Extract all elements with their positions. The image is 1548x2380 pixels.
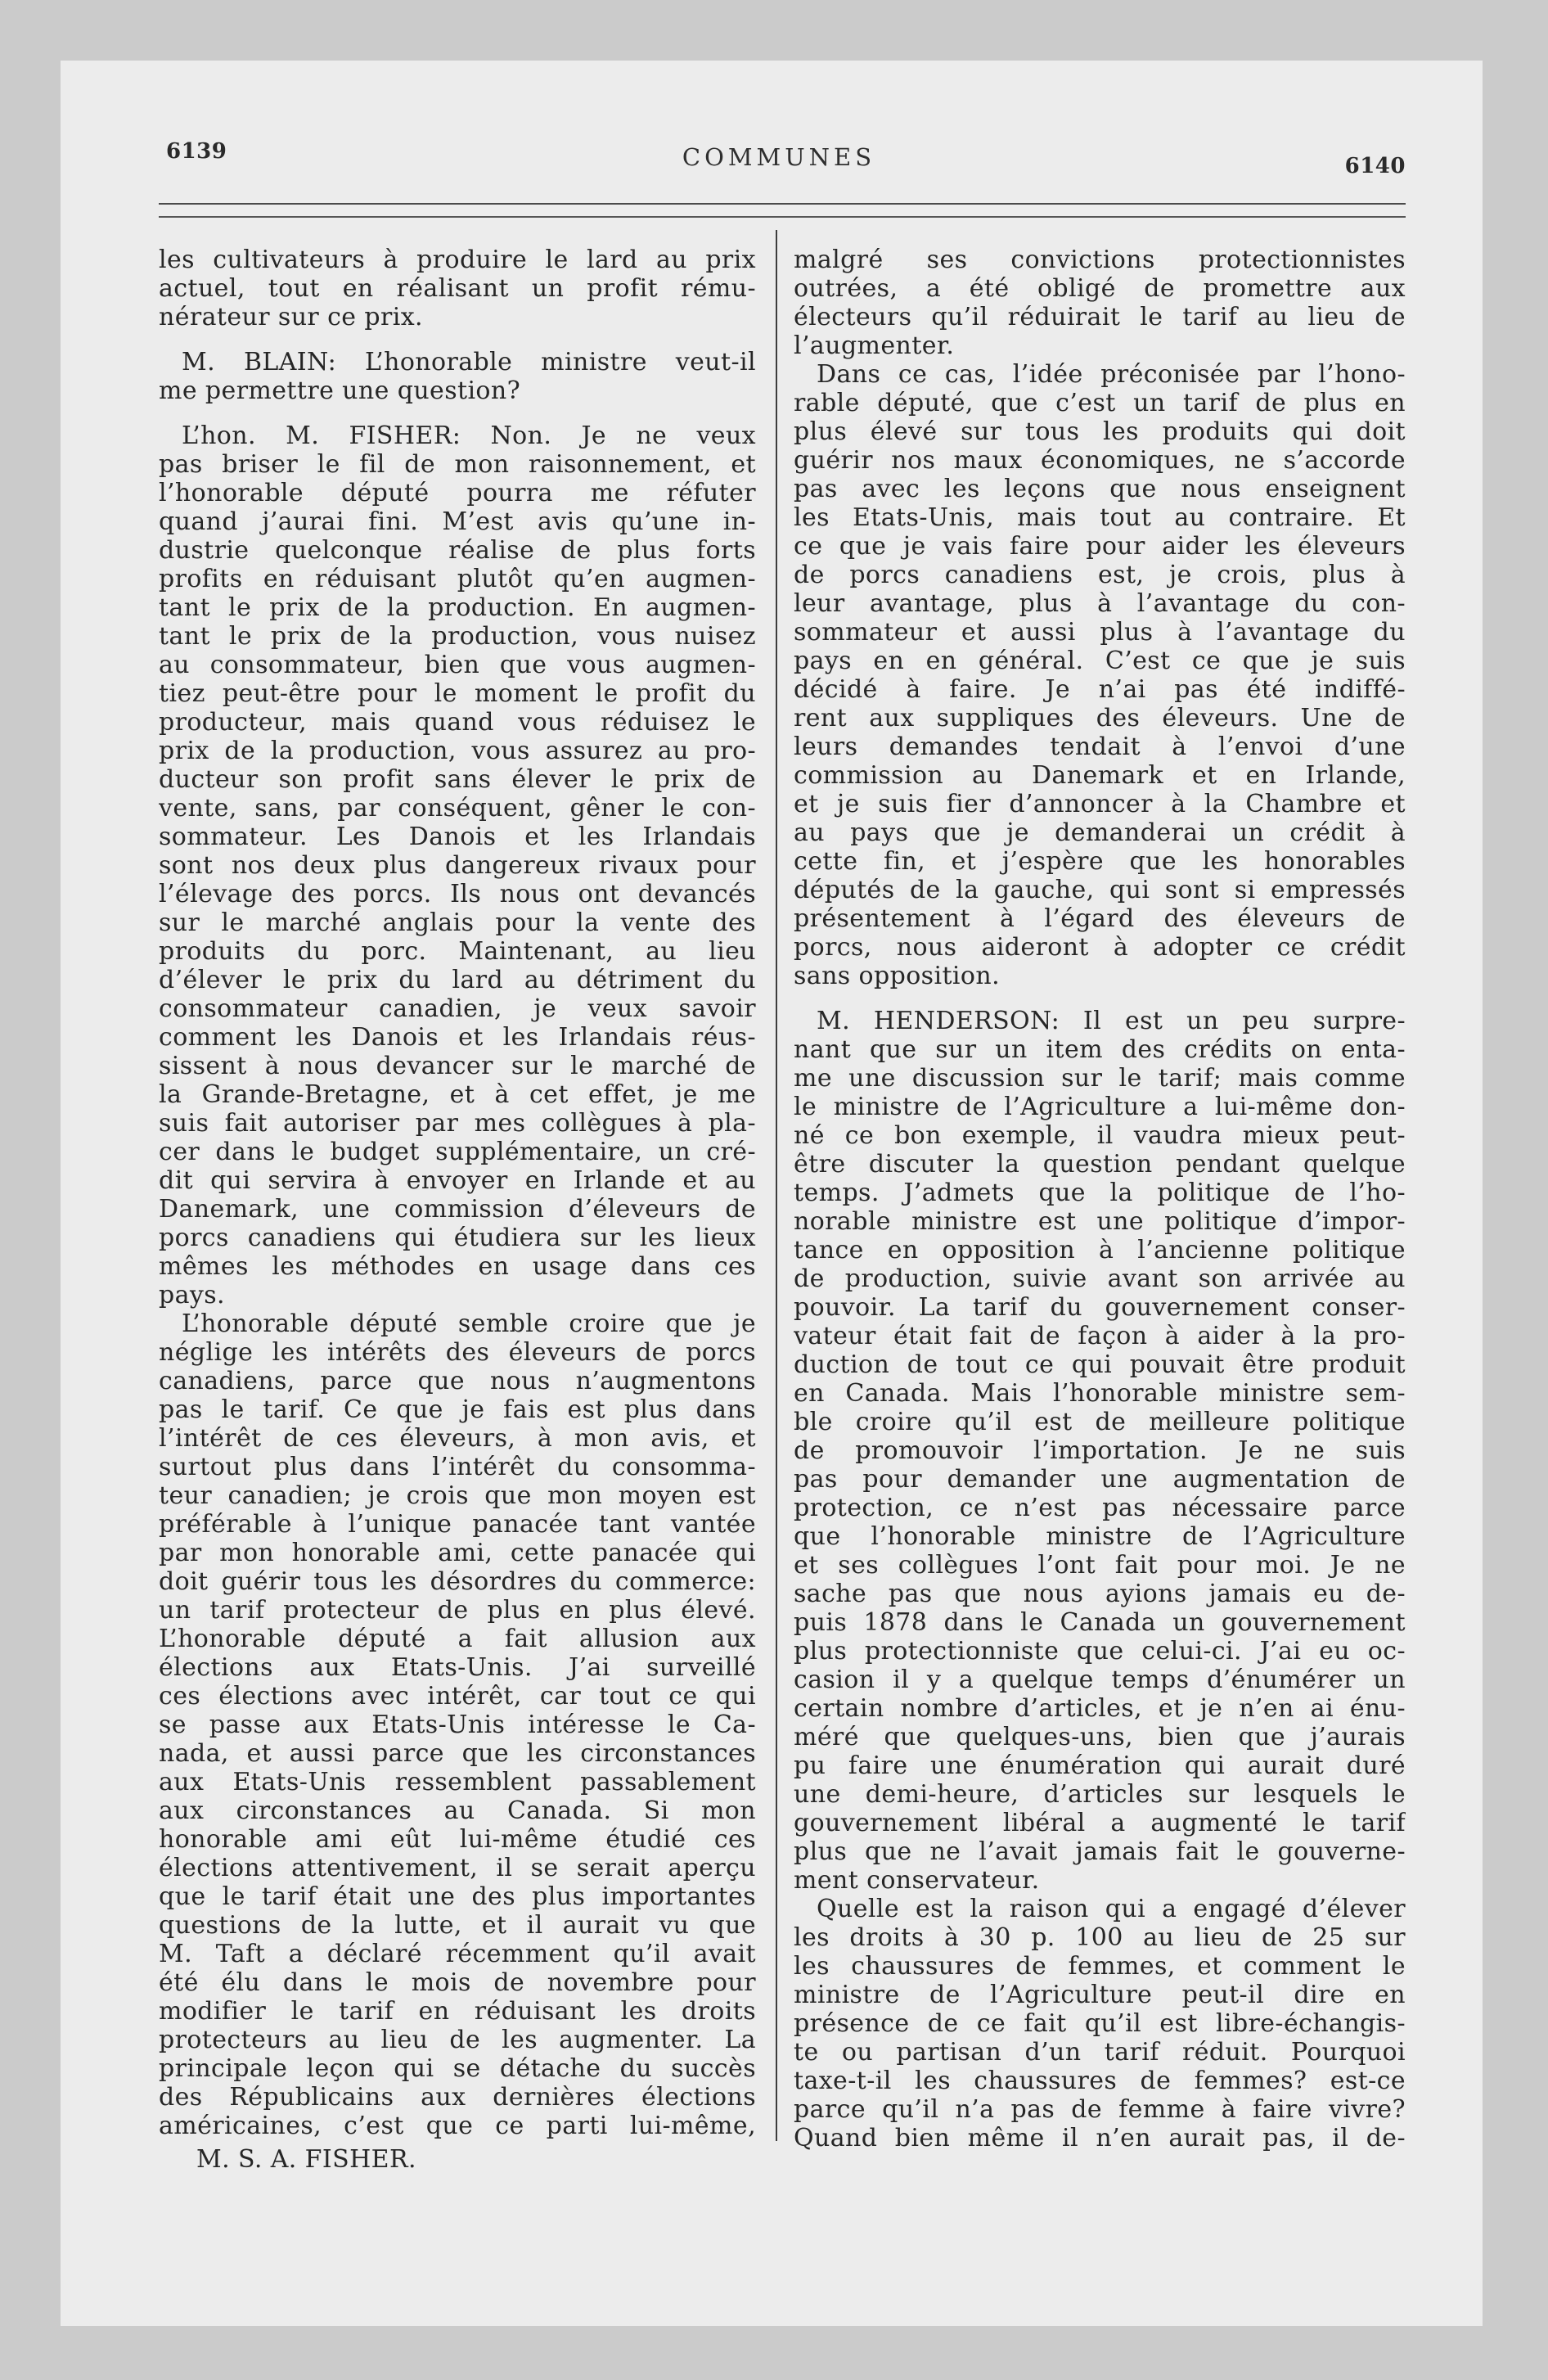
paragraph (794, 360, 1406, 990)
text-line: nérateur sur ce prix. (159, 303, 423, 331)
speaker-attribution (159, 2145, 756, 2174)
text-line: protection, ce n’est pas nécessaire parce (794, 1494, 1406, 1522)
text-line: nant que sur un item des crédits on enta- (794, 1035, 1406, 1064)
text-line: élections attentivement, il se serait aperçu (159, 1854, 756, 1882)
text-line: les chaussures de femmes, et comment le (794, 1952, 1406, 1981)
text-line: doit guérir tous les désordres du commerce: (159, 1567, 756, 1596)
text-line: L’honorable député semble croire que je (182, 1309, 756, 1338)
text-line: né ce bon exemple, il vaudra mieux peut- (794, 1121, 1406, 1150)
text-line: dustrie quelconque réalise de plus forts (159, 536, 756, 565)
text-line: pays en en général. C’est ce que je suis (794, 647, 1406, 675)
speech-paragraph (794, 1007, 1406, 1895)
page-number-right: 6140 (1344, 154, 1406, 178)
text-line: norable ministre est une politique d’impor- (794, 1207, 1406, 1236)
running-title: COMMUNES (682, 143, 876, 171)
text-line: questions de la lutte, et il aurait vu que (159, 1911, 756, 1940)
text-line: canadiens, parce que nous n’augmentons (159, 1367, 756, 1395)
text-line: surtout plus dans l’intérêt du consomma- (159, 1453, 756, 1481)
text-line: malgré ses convictions protectionnistes (794, 246, 1406, 274)
text-line: outrées, a été obligé de promettre aux (794, 274, 1406, 303)
text-line: porcs, nous aideront à adopter ce crédit (794, 933, 1406, 962)
text-line: en Canada. Mais l’honorable ministre sem- (794, 1379, 1406, 1408)
text-line: se passe aux Etats-Unis intéresse le Ca- (159, 1711, 756, 1739)
text-line: gouvernement libéral a augmenté le tarif (794, 1809, 1406, 1837)
text-line: teur canadien; je crois que mon moyen est (159, 1481, 756, 1510)
text-line: duction de tout ce qui pouvait être produit (794, 1350, 1406, 1379)
text-line: leurs demandes tendait à l’envoi d’une (794, 732, 1406, 761)
text-line: que l’honorable ministre de l’Agriculture (794, 1522, 1406, 1551)
text-line: actuel, tout en réalisant un profit rému- (159, 274, 756, 303)
text-line: l’augmenter. (794, 331, 955, 360)
text-line: plus élevé sur tous les produits qui doit (794, 417, 1406, 446)
text-line: ment conservateur. (794, 1866, 1040, 1895)
text-line: une demi-heure, d’articles sur lesquels le (794, 1780, 1406, 1809)
text-line: producteur, mais quand vous réduisez le (159, 708, 756, 737)
column-left (159, 246, 756, 2174)
text-line: Quand bien même il n’en aurait pas, il de- (794, 2124, 1406, 2152)
text-line: me permettre une question? (159, 376, 521, 405)
column-divider (776, 230, 777, 2141)
text-line: pouvoir. La tarif du gouvernement conser- (794, 1293, 1406, 1322)
text-line: pas pour demander une augmentation de (794, 1465, 1406, 1494)
text-line: ministre de l’Agriculture peut-il dire en (794, 1981, 1406, 2009)
text-line: sont nos deux plus dangereux rivaux pour (159, 851, 756, 880)
text-line: honorable ami eût lui-même étudié ces (159, 1825, 756, 1854)
text-line: porcs canadiens qui étudiera sur les lieux (159, 1224, 756, 1252)
text-line: sommateur. Les Danois et les Irlandais (159, 823, 756, 851)
text-line: parce qu’il n’a pas de femme à faire vivre? (794, 2095, 1406, 2124)
text-line: ces élections avec intérêt, car tout ce qui (159, 1682, 756, 1711)
text-line: les droits à 30 p. 100 au lieu de 25 sur (794, 1923, 1406, 1952)
text-line: profits en réduisant plutôt qu’en augmen- (159, 565, 756, 593)
text-line: que le tarif était une des plus importantes (159, 1882, 756, 1911)
text-line: L’honorable député a fait allusion aux (159, 1625, 756, 1653)
text-line: pu faire une énumération qui aurait duré (794, 1751, 1406, 1780)
text-line: préférable à l’unique panacée tant vantée (159, 1510, 756, 1539)
text-line: plus protectionniste que celui-ci. J’ai eu oc- (794, 1637, 1406, 1666)
text-line: ducteur son profit sans élever le prix de (159, 765, 756, 794)
text-line: ce que je vais faire pour aider les éleveurs (794, 532, 1406, 561)
text-line: sans opposition. (794, 962, 1001, 990)
text-line: être discuter la question pendant quelque (794, 1150, 1406, 1179)
text-line: M. S. A. FISHER. (196, 2145, 416, 2174)
text-line: principale leçon qui se détache du succès (159, 2054, 756, 2083)
text-line: aux Etats-Unis ressemblent passablement (159, 1768, 756, 1796)
speech-paragraph (159, 421, 756, 1309)
text-line: néglige les intérêts des éleveurs de porcs (159, 1338, 756, 1367)
paragraph (794, 1895, 1406, 2152)
text-line: pas avec les leçons que nous enseignent (794, 475, 1406, 503)
text-line: d’élever le prix du lard au détriment du (159, 966, 756, 994)
text-line: guérir nos maux économiques, ne s’accorde (794, 446, 1406, 475)
text-line: aux circonstances au Canada. Si mon (159, 1796, 756, 1825)
text-line: vente, sans, par conséquent, gêner le con- (159, 794, 756, 823)
text-line: modifier le tarif en réduisant les droits (159, 1997, 756, 2026)
text-line: sommateur et aussi plus à l’avantage du (794, 618, 1406, 647)
text-line: l’honorable député pourra me réfuter (159, 479, 756, 507)
text-line: députés de la gauche, qui sont si empressés (794, 876, 1406, 904)
text-line: leur avantage, plus à l’avantage du con- (794, 589, 1406, 618)
text-line: vateur était fait de façon à aider à la pro- (794, 1322, 1406, 1350)
text-line: suis fait autoriser par mes collègues à pla- (159, 1109, 756, 1138)
text-line: M. Taft a déclaré récemment qu’il avait (159, 1940, 756, 1968)
text-line: te ou partisan d’un tarif réduit. Pourquoi (794, 2038, 1406, 2067)
text-line: et ses collègues l’ont fait pour moi. Je ne (794, 1551, 1406, 1580)
text-line: de production, suivie avant son arrivée au (794, 1264, 1406, 1293)
text-line: me une discussion sur le tarif; mais comme (794, 1064, 1406, 1093)
page-number-left: 6139 (166, 139, 227, 164)
page (61, 61, 1483, 2326)
text-line: et je suis fier d’annoncer à la Chambre et (794, 790, 1406, 818)
text-line: tant le prix de la production, vous nuisez (159, 622, 756, 651)
paragraph (794, 246, 1406, 360)
text-line: au consommateur, bien que vous augmen- (159, 651, 756, 679)
text-line: puis 1878 dans le Canada un gouvernement (794, 1608, 1406, 1637)
text-line: pays. (159, 1281, 225, 1309)
text-line: sissent à nous devancer sur le marché de (159, 1052, 756, 1080)
text-line: rable député, que c’est un tarif de plus en (794, 389, 1406, 417)
text-line: l’intérêt de ces éleveurs, à mon avis, et (159, 1424, 756, 1453)
text-line: décidé à faire. Je n’ai pas été indiffé- (794, 675, 1406, 704)
column-right (794, 246, 1406, 2152)
text-line: un tarif protecteur de plus en plus élevé. (159, 1596, 756, 1625)
text-line: tant le prix de la production. En augmen- (159, 593, 756, 622)
text-line: commission au Danemark et en Irlande, (794, 761, 1406, 790)
text-line: par mon honorable ami, cette panacée qui (159, 1539, 756, 1567)
text-line: quand j’aurai fini. M’est avis qu’une in- (159, 507, 756, 536)
text-line: de porcs canadiens est, je crois, plus à (794, 561, 1406, 589)
text-line: tance en opposition à l’ancienne politique (794, 1236, 1406, 1264)
text-line: temps. J’admets que la politique de l’ho- (794, 1179, 1406, 1207)
text-line: L’hon. M. FISHER: Non. Je ne veux (182, 421, 756, 450)
text-line: le ministre de l’Agriculture a lui-même don- (794, 1093, 1406, 1121)
text-line: ble croire qu’il est de meilleure politique (794, 1408, 1406, 1436)
header-rule-top (159, 203, 1406, 205)
text-line: américaines, c’est que ce parti lui-même, (159, 2112, 756, 2140)
text-line: Quelle est la raison qui a engagé d’élever (817, 1895, 1406, 1923)
text-line: Danemark, une commission d’éleveurs de (159, 1195, 756, 1224)
text-line: présence de ce fait qu’il est libre-échangis- (794, 2009, 1406, 2038)
text-line: la Grande-Bretagne, et à cet effet, je me (159, 1080, 756, 1109)
text-line: élections aux Etats-Unis. J’ai surveillé (159, 1653, 756, 1682)
text-line: pas le tarif. Ce que je fais est plus dans (159, 1395, 756, 1424)
text-line: nada, et aussi parce que les circonstances (159, 1739, 756, 1768)
speech-paragraph (159, 348, 756, 405)
text-line: dit qui servira à envoyer en Irlande et au (159, 1166, 756, 1195)
text-line: sur le marché anglais pour la vente des (159, 908, 756, 937)
paragraph (159, 1309, 756, 2140)
text-line: comment les Danois et les Irlandais réus- (159, 1023, 756, 1052)
text-line: été élu dans le mois de novembre pour (159, 1968, 756, 1997)
text-line: tiez peut-être pour le moment le profit du (159, 679, 756, 708)
text-line: M. HENDERSON: Il est un peu surpre- (817, 1007, 1406, 1035)
text-line: Dans ce cas, l’idée préconisée par l’hono- (817, 360, 1406, 389)
text-line: cette fin, et j’espère que les honorables (794, 847, 1406, 876)
text-line: les Etats-Unis, mais tout au contraire. Et (794, 503, 1406, 532)
text-line: des Républicains aux dernières élections (159, 2083, 756, 2112)
text-line: certain nombre d’articles, et je n’en ai énu- (794, 1694, 1406, 1723)
text-line: produits du porc. Maintenant, au lieu (159, 937, 756, 966)
text-line: électeurs qu’il réduirait le tarif au lieu de (794, 303, 1406, 331)
paragraph (159, 246, 756, 331)
text-line: cer dans le budget supplémentaire, un cré- (159, 1138, 756, 1166)
text-line: de promouvoir l’importation. Je ne suis (794, 1436, 1406, 1465)
text-line: taxe-t-il les chaussures de femmes? est-ce (794, 2067, 1406, 2095)
text-line: méré que quelques-uns, bien que j’aurais (794, 1723, 1406, 1751)
text-line: les cultivateurs à produire le lard au prix (159, 246, 756, 274)
text-line: plus que ne l’avait jamais fait le gouverne- (794, 1837, 1406, 1866)
text-line: au pays que je demanderai un crédit à (794, 818, 1406, 847)
text-line: présentement à l’égard des éleveurs de (794, 904, 1406, 933)
text-line: pas briser le fil de mon raisonnement, et (159, 450, 756, 479)
header-rule-bottom (159, 216, 1406, 218)
text-line: mêmes les méthodes en usage dans ces (159, 1252, 756, 1281)
text-line: sache pas que nous ayions jamais eu de- (794, 1580, 1406, 1608)
text-line: prix de la production, vous assurez au pro- (159, 737, 756, 765)
text-line: l’élevage des porcs. Ils nous ont devancés (159, 880, 756, 908)
text-line: rent aux suppliques des éleveurs. Une de (794, 704, 1406, 732)
text-line: casion il y a quelque temps d’énumérer un (794, 1666, 1406, 1694)
text-line: protecteurs au lieu de les augmenter. La (159, 2026, 756, 2054)
text-line: M. BLAIN: L’honorable ministre veut-il (182, 348, 756, 376)
text-line: consommateur canadien, je veux savoir (159, 994, 756, 1023)
